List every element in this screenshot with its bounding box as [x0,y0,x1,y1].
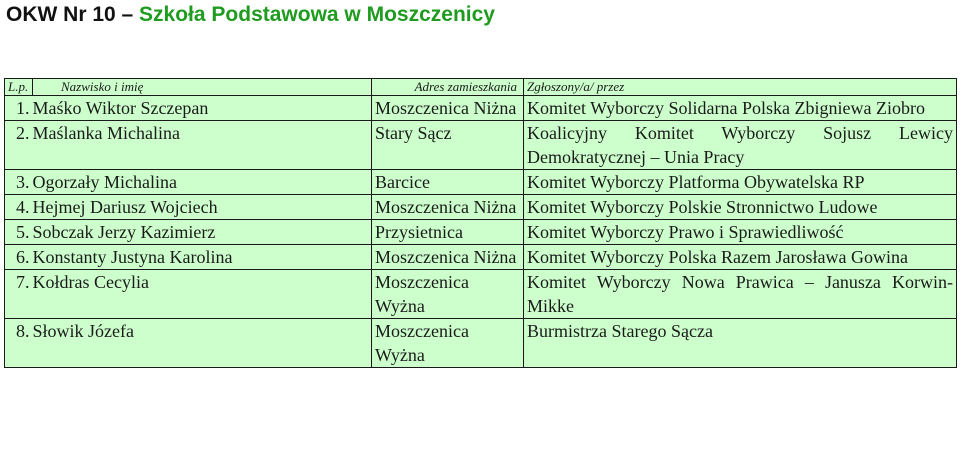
cell-name: Słowik Józefa [33,319,372,368]
cell-lp: 5. [5,220,33,245]
page-title-school: Szkoła Podstawowa w Moszczenicy [139,3,495,26]
cell-address: Przysietnica [372,220,524,245]
header-committee: Zgłoszony/a/ przez [524,79,957,96]
header-lp: L.p. [5,79,33,96]
cell-address: Moszczenica Niżna [372,195,524,220]
cell-name: Hejmej Dariusz Wojciech [33,195,372,220]
cell-address: Stary Sącz [372,121,524,170]
header-name: Nazwisko i imię [33,79,372,96]
table-row [5,220,957,245]
cell-address: Barcice [372,170,524,195]
table-row [5,170,957,195]
table-header-row [5,79,957,96]
cell-committee: Komitet Wyborczy Platforma Obywatelska RP [524,170,957,195]
table-row [5,270,957,319]
cell-lp: 3. [5,170,33,195]
cell-lp: 7. [5,270,33,319]
table-row [5,319,957,368]
cell-lp: 1. [5,96,33,121]
cell-lp: 4. [5,195,33,220]
header-address: Adres zamieszkania [372,79,524,96]
cell-name: Kołdras Cecylia [33,270,372,319]
cell-name: Maślanka Michalina [33,121,372,170]
cell-lp: 8. [5,319,33,368]
cell-committee: Komitet Wyborczy Solidarna Polska Zbigniewa Ziobro [524,96,957,121]
cell-address: Moszczenica Niżna [372,96,524,121]
page-title-prefix: OKW Nr 10 – [6,3,140,26]
cell-address: Moszczenica Wyżna [372,319,524,368]
cell-lp: 6. [5,245,33,270]
cell-committee: Koalicyjny Komitet Wyborczy Sojusz Lewicy Demokratycznej – Unia Pracy [524,121,957,170]
cell-name: Ogorzały Michalina [33,170,372,195]
cell-name: Sobczak Jerzy Kazimierz [33,220,372,245]
cell-name: Maśko Wiktor Szczepan [33,96,372,121]
cell-lp: 2. [5,121,33,170]
cell-committee: Komitet Wyborczy Nowa Prawica – Janusza Korwin-Mikke [524,270,957,319]
candidates-table [4,78,957,368]
cell-name: Konstanty Justyna Karolina [33,245,372,270]
table-row [5,96,957,121]
table-row [5,121,957,170]
table-row [5,245,957,270]
cell-address: Moszczenica Niżna [372,245,524,270]
cell-committee: Komitet Wyborczy Prawo i Sprawiedliwość [524,220,957,245]
cell-committee: Komitet Wyborczy Polskie Stronnictwo Ludowe [524,195,957,220]
cell-committee: Komitet Wyborczy Polska Razem Jarosława Gowina [524,245,957,270]
cell-committee: Burmistrza Starego Sącza [524,319,957,368]
cell-address: Moszczenica Wyżna [372,270,524,319]
table-row [5,195,957,220]
page-title [6,2,495,28]
